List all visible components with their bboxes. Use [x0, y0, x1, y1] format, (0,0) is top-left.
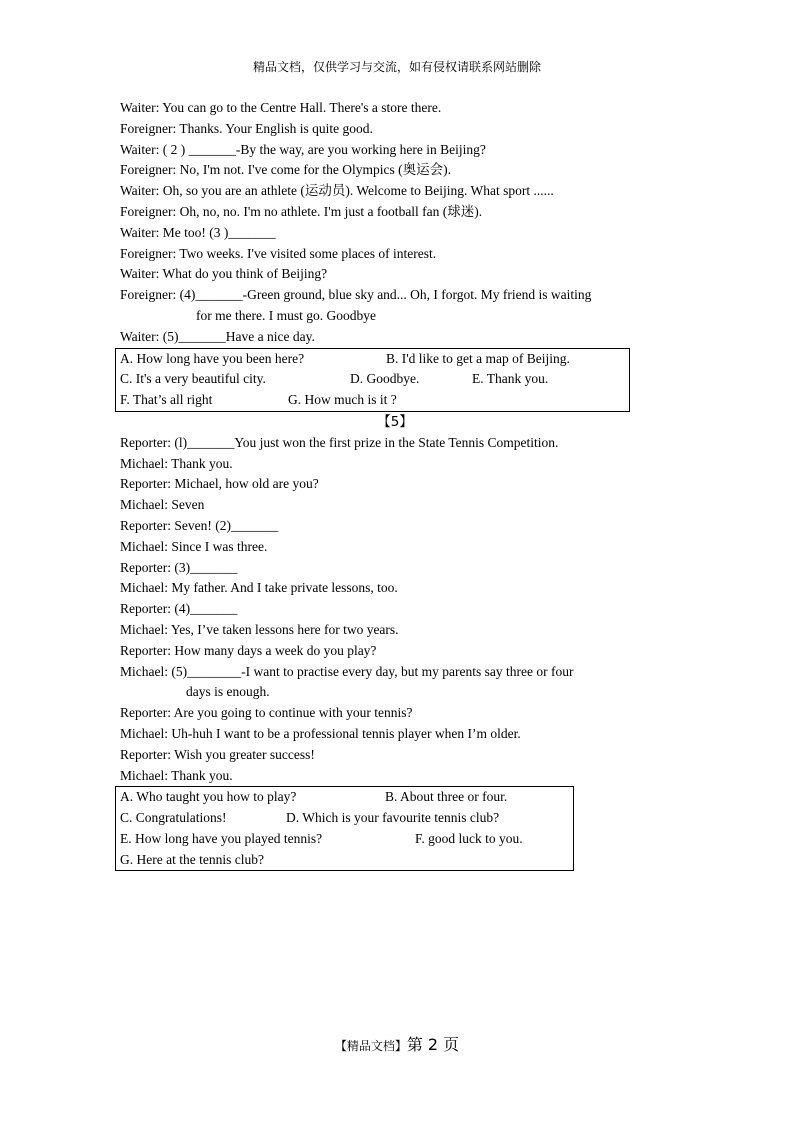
dialogue-line: Michael: Uh-huh I want to be a professional tennis player when I’m older.: [120, 725, 521, 741]
dialogue-line: Reporter: Are you going to continue with your tennis?: [120, 705, 413, 721]
dialogue-line: Foreigner: (4)_______-Green ground, blue sky and... Oh, I forgot. My friend is waiting: [120, 287, 592, 303]
dialogue-line: Michael: Yes, I’ve taken lessons here for two years.: [120, 621, 399, 637]
options-box-1: [115, 348, 630, 412]
options-row: [120, 349, 629, 370]
dialogue-line: Waiter: You can go to the Centre Hall. There's a store there.: [120, 100, 442, 115]
option-a: A. Who taught you how to play?: [120, 789, 297, 805]
dialogue-line: Michael: Since I was three.: [120, 538, 268, 554]
option-b: B. I'd like to get a map of Beijing.: [386, 350, 570, 366]
dialogue-line: Reporter: (l)_______You just won the first prize in the State Tennis Competition.: [120, 434, 559, 450]
options-row: [120, 808, 573, 829]
dialogue-line: Waiter: Me too! (3 )_______: [120, 224, 276, 240]
footer-tag: 【精品文档】: [334, 1039, 407, 1053]
dialogue-line: Reporter: (3)_______: [120, 559, 238, 575]
dialogue-line: Reporter: How many days a week do you play?: [120, 642, 377, 658]
dialogue-line: Michael: Thank you.: [120, 767, 233, 783]
dialogue-line: Foreigner: No, I'm not. I've come for the Olympics (奥运会).: [120, 162, 452, 178]
section-label: 【5】: [377, 413, 413, 430]
option-a: A. How long have you been here?: [120, 350, 305, 366]
option-e: E. Thank you.: [472, 371, 549, 387]
option-c: C. Congratulations!: [120, 810, 227, 826]
dialogue-line: Foreigner: Oh, no, no. I'm no athlete. I'm just a football fan (球迷).: [120, 203, 483, 219]
option-f: F. good luck to you.: [415, 830, 523, 846]
options-row: [120, 369, 629, 390]
dialogue-line-continuation: days is enough.: [186, 684, 270, 700]
page-header: 精品文档，仅供学习与交流，如有侵权请联系网站删除: [252, 60, 541, 74]
options-row: [120, 829, 573, 850]
dialogue-line: Reporter: Michael, how old are you?: [120, 476, 319, 492]
dialogue-line: Reporter: (4)_______: [120, 601, 238, 617]
dialogue-line: Michael: My father. And I take private lessons, too.: [120, 580, 398, 596]
dialogue-line-continuation: for me there. I must go. Goodbye: [196, 307, 376, 323]
dialogue-line: Michael: (5)________-I want to practise every day, but my parents say three or four: [120, 663, 574, 679]
options-row: [120, 787, 573, 808]
dialogue-line: Michael: Seven: [120, 497, 205, 513]
dialogue-line: Reporter: Wish you greater success!: [120, 746, 315, 762]
dialogue-line: Waiter: Oh, so you are an athlete (运动员). Welcome to Beijing. What sport ......: [120, 183, 554, 199]
option-d: D. Goodbye.: [350, 371, 420, 387]
options-row: [120, 390, 629, 411]
dialogue-line: Waiter: ( 2 ) _______-By the way, are you working here in Beijing?: [120, 141, 486, 157]
option-d: D. Which is your favourite tennis club?: [286, 810, 500, 826]
option-c: C. It's a very beautiful city.: [120, 371, 266, 387]
options-box-2: [115, 786, 574, 871]
dialogue-line: Michael: Thank you.: [120, 455, 233, 471]
option-e: E. How long have you played tennis?: [120, 830, 323, 846]
dialogue-line: Waiter: (5)_______Have a nice day.: [120, 328, 315, 344]
document-body: [120, 98, 680, 871]
options-row: [120, 850, 573, 871]
option-g: G. Here at the tennis club?: [120, 851, 264, 867]
dialogue-line: Waiter: What do you think of Beijing?: [120, 266, 328, 282]
option-g: G. How much is it ?: [288, 392, 397, 408]
option-b: B. About three or four.: [385, 789, 508, 805]
page-footer: [0, 1032, 794, 1055]
page-number: 第 2 页: [406, 1035, 460, 1054]
option-f: F. That’s all right: [120, 392, 213, 408]
dialogue-line: Reporter: Seven! (2)_______: [120, 517, 279, 533]
dialogue-line: Foreigner: Two weeks. I've visited some places of interest.: [120, 245, 437, 261]
dialogue-line: Foreigner: Thanks. Your English is quite good.: [120, 120, 373, 136]
